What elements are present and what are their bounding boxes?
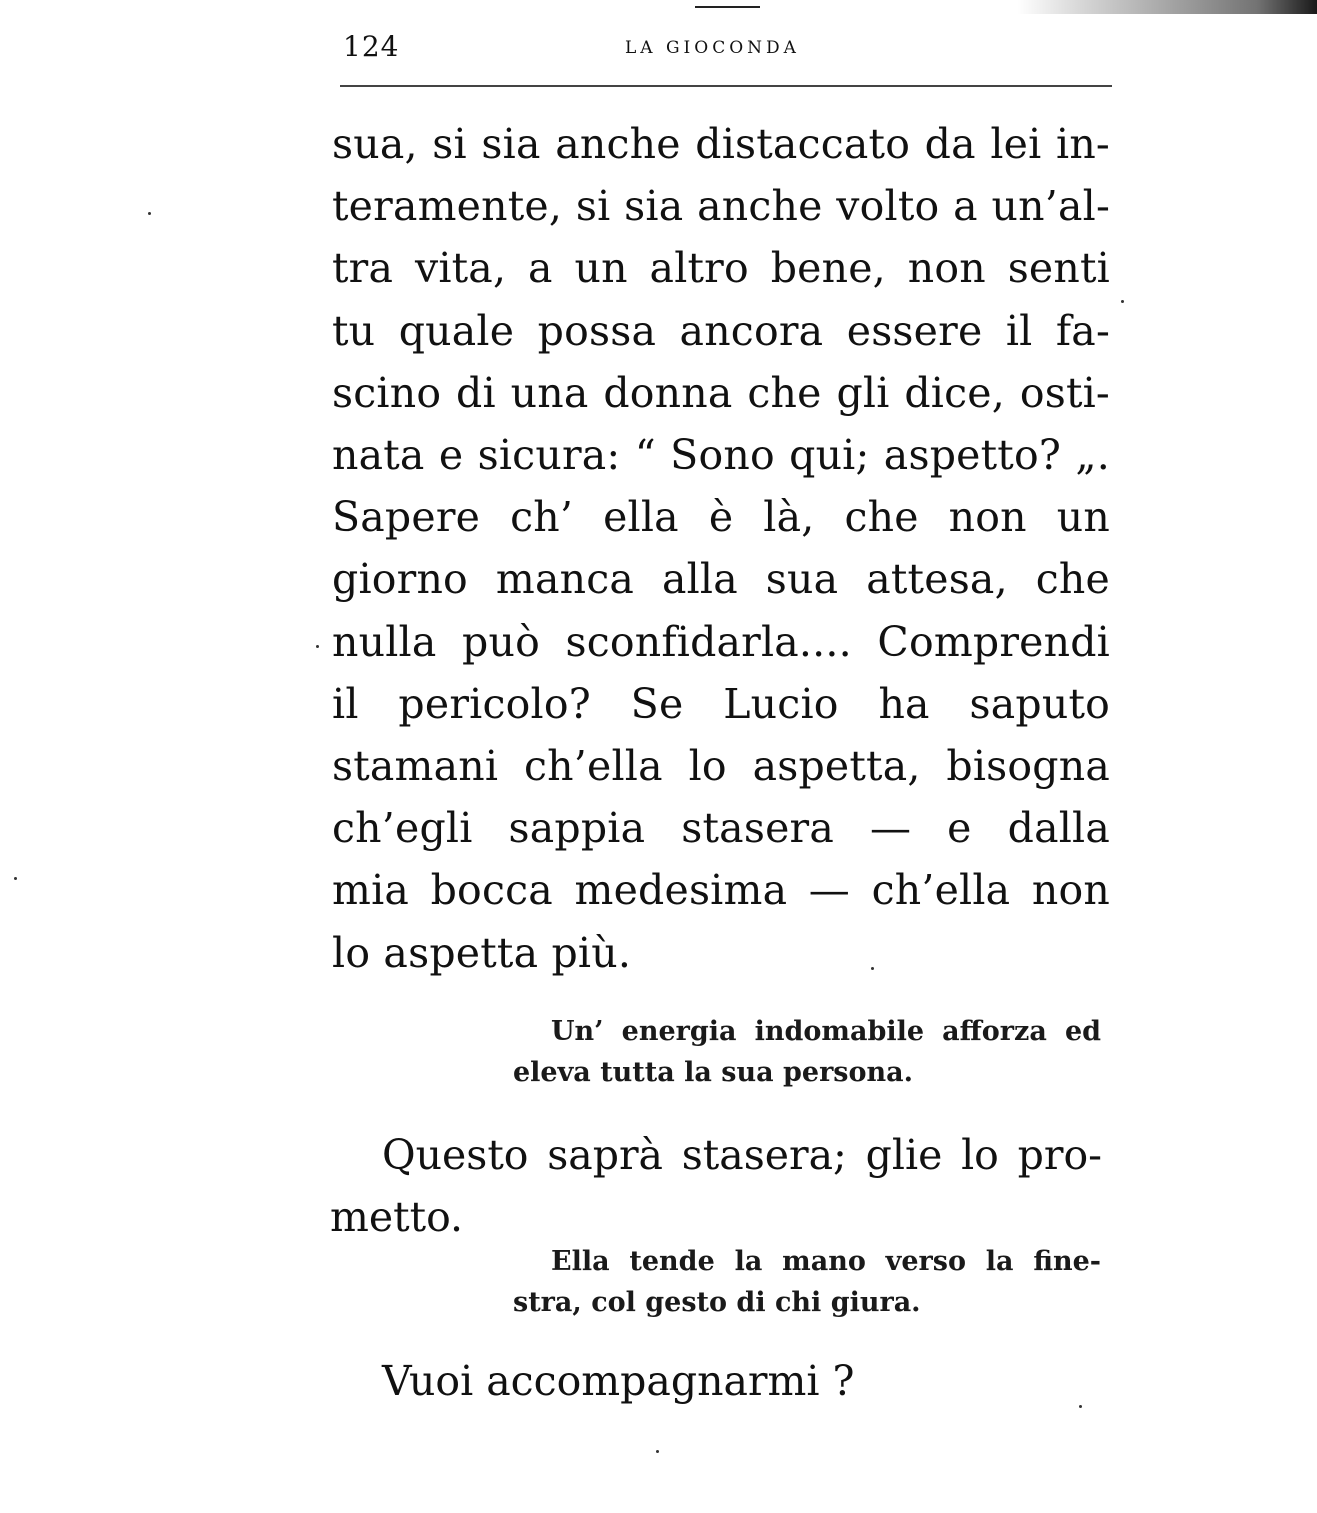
stage-line: Ella tende la mano verso la fine- (551, 1246, 1101, 1277)
stage-line: stra, col gesto di chi giura. (513, 1287, 921, 1318)
text-line: Sapere ch’ ella è là, che non un (332, 493, 1110, 542)
scan-speck (1079, 1405, 1082, 1408)
text-line: ch’egli sappia stasera — e dalla (332, 804, 1110, 853)
speech-line: Vuoi accompagnarmi ? (382, 1357, 855, 1405)
speech (330, 1350, 1102, 1412)
text-line: mia bocca medesima — ch’ella non (332, 866, 1110, 915)
page-header (343, 30, 1115, 70)
body-paragraph (332, 113, 1110, 984)
text-line: lo aspetta più. (332, 928, 632, 977)
stage-direction (513, 1011, 1101, 1093)
text-line: il pericolo? Se Lucio ha saputo (332, 679, 1110, 728)
scan-speck (656, 1450, 659, 1453)
text-line: nata e sicura: “ Sono qui; aspetto? „. (332, 431, 1110, 480)
text-line: scino di una donna che gli dice, osti- (332, 368, 1110, 417)
page-number: 124 (343, 30, 400, 63)
speech-line: metto. (330, 1193, 464, 1241)
scan-speck (14, 877, 17, 880)
speech-line: Questo saprà stasera; glie lo pro- (382, 1131, 1102, 1179)
scan-speck (871, 967, 874, 970)
header-rule (340, 85, 1112, 87)
speech (330, 1124, 1102, 1248)
stage-direction (513, 1241, 1101, 1323)
scan-edge-artifact (1017, 0, 1317, 14)
scan-mark-artifact (695, 6, 760, 8)
stage-line: eleva tutta la sua persona. (513, 1057, 914, 1088)
running-title: LA GIOCONDA (625, 38, 800, 58)
text-line: sua, si sia anche distaccato da lei in- (332, 120, 1110, 168)
text-line: stamani ch’ella lo aspetta, bisogna (332, 742, 1110, 791)
scan-speck (148, 212, 151, 215)
text-line: nulla può sconfidarla.... Comprendi (332, 617, 1110, 666)
text-line: tra vita, a un altro bene, non senti (332, 244, 1110, 293)
text-line: giorno manca alla sua attesa, che (332, 555, 1110, 604)
text-line: tu quale possa ancora essere il fa- (332, 306, 1110, 355)
scan-speck (316, 645, 319, 648)
scan-speck (1121, 300, 1124, 303)
text-line: teramente, si sia anche volto a un’al- (332, 182, 1110, 231)
stage-line: Un’ energia indomabile afforza ed (551, 1016, 1101, 1047)
